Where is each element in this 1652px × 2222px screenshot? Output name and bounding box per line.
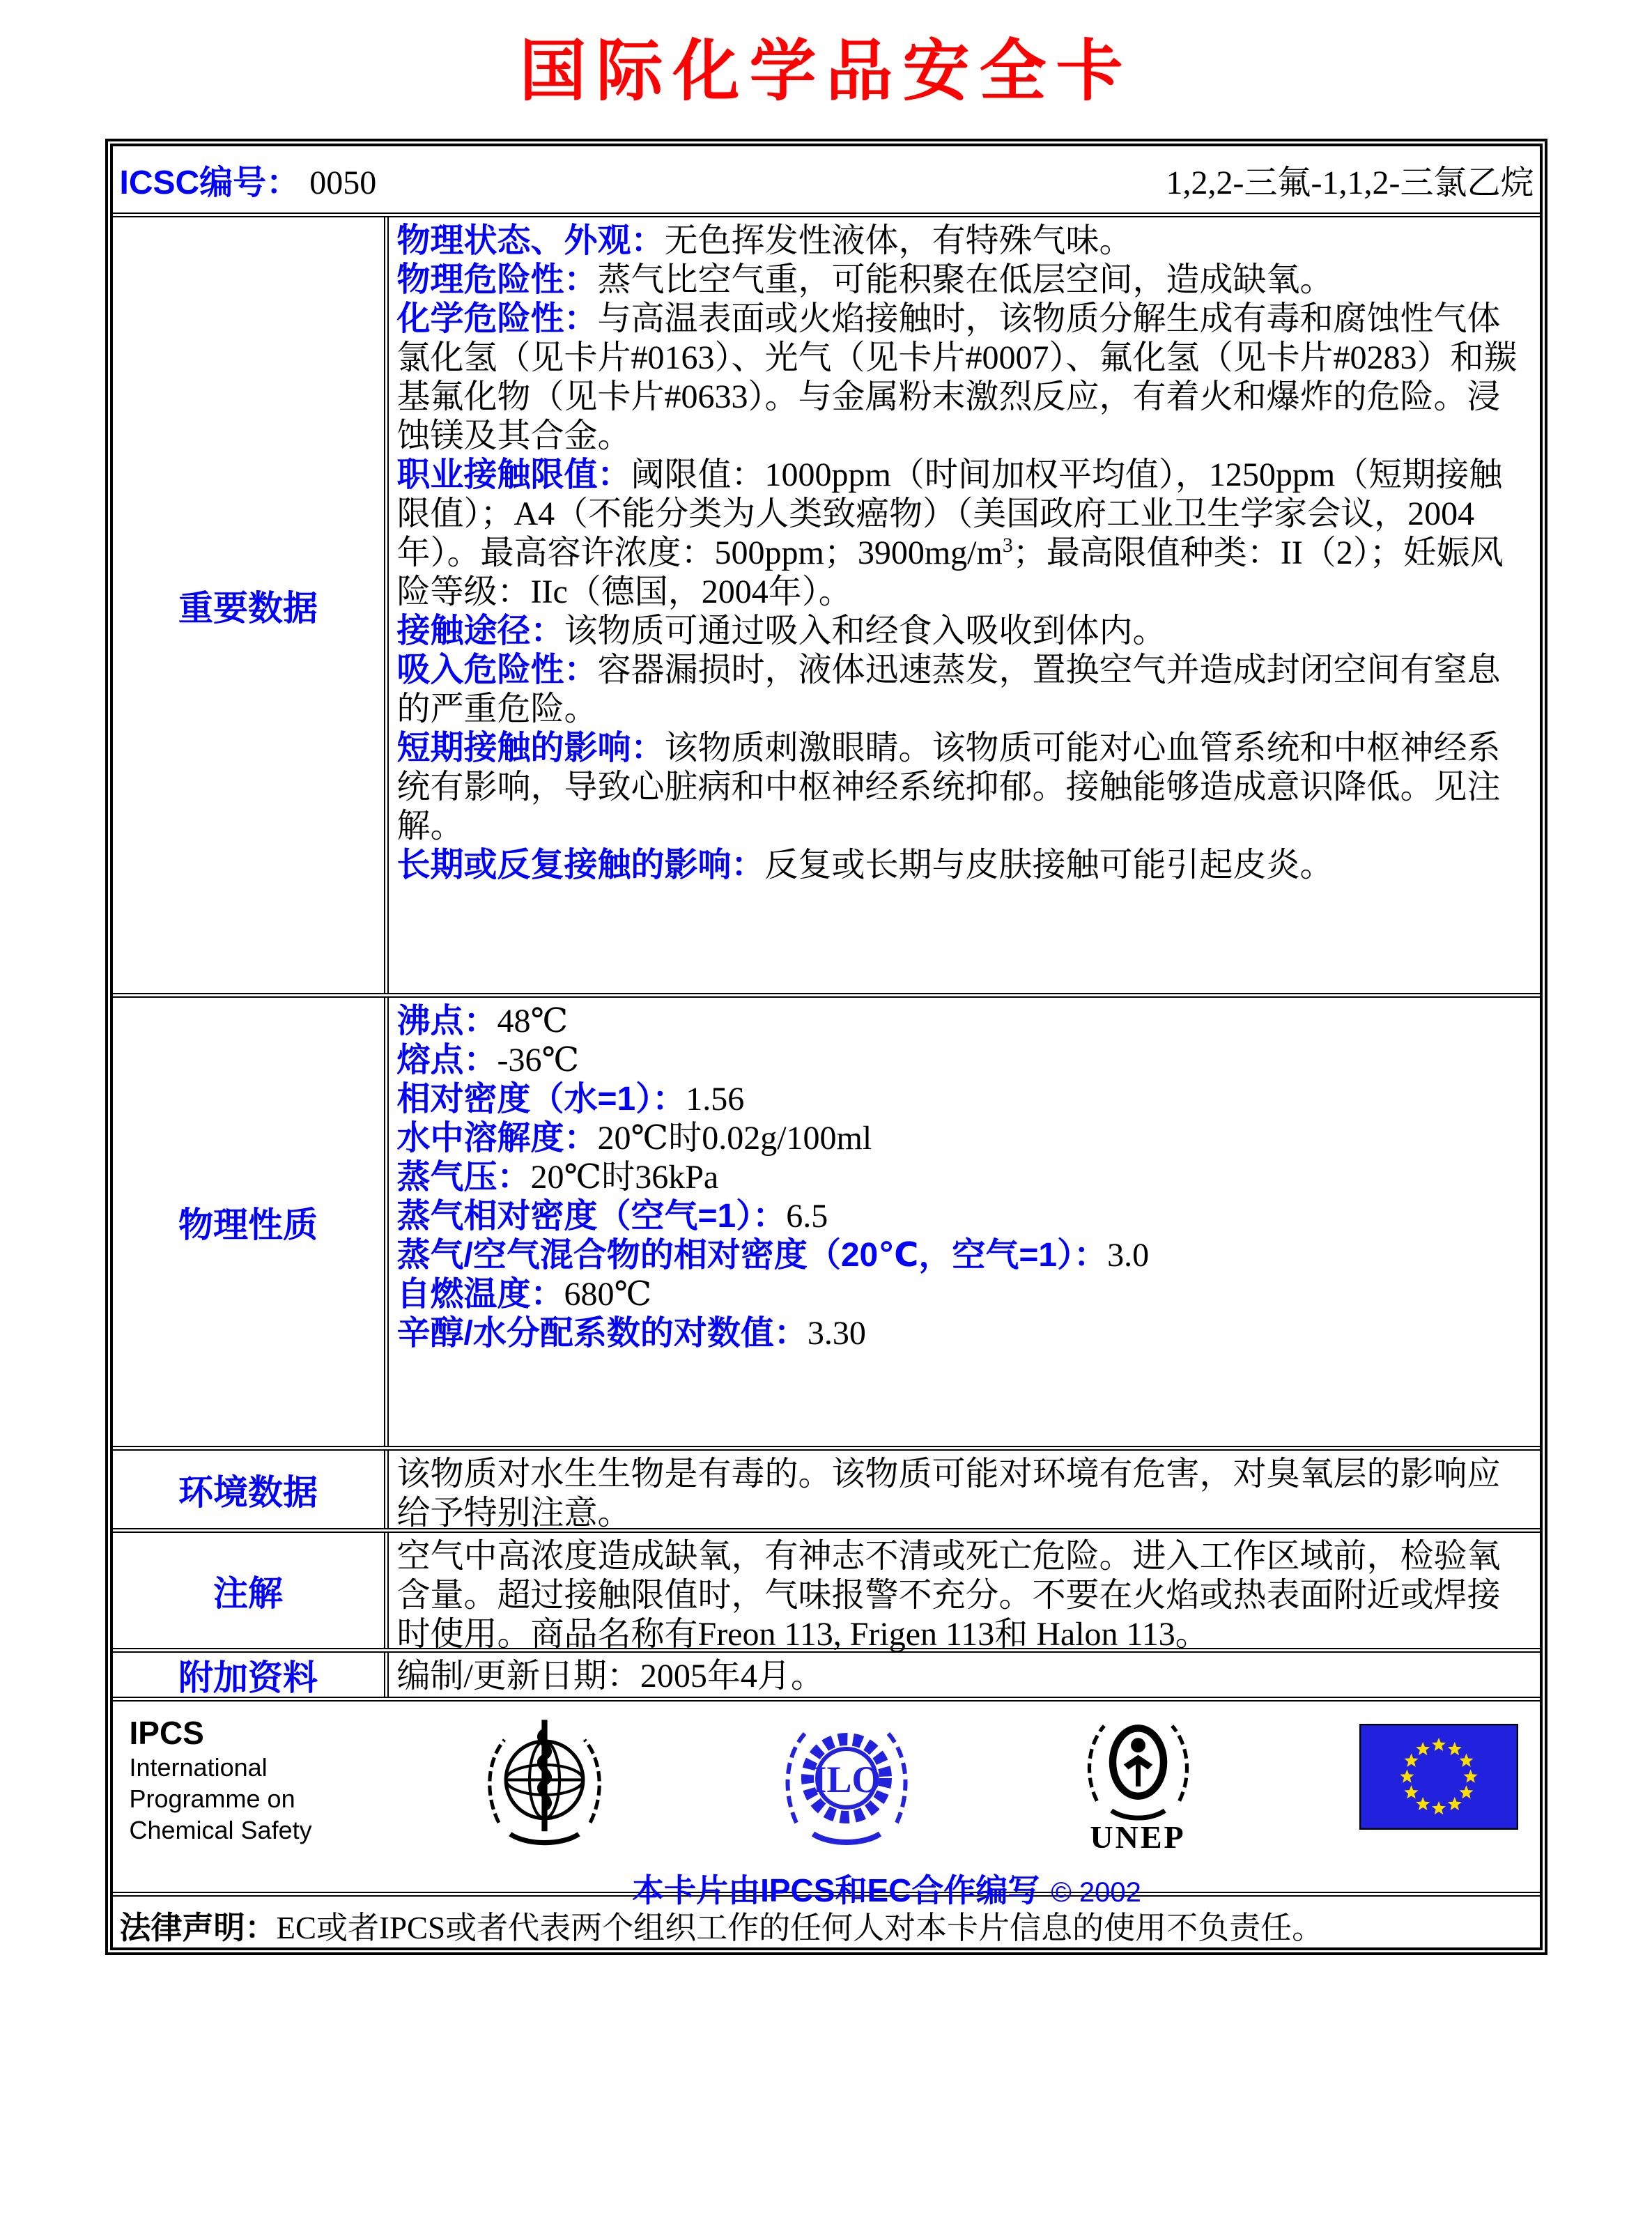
labeled-paragraph	[397, 1236, 1533, 1275]
legal-label: 法律声明：	[119, 1910, 277, 1945]
header-row	[113, 146, 1540, 213]
additional-info-text: 编制/更新日期：2005年4月。	[396, 1658, 824, 1695]
additional-info-content	[389, 1653, 1540, 1697]
superscript-text: 3	[1002, 534, 1013, 557]
ilo-letters: ILO	[812, 1759, 881, 1800]
labeled-paragraph	[397, 261, 1533, 300]
ipcs-subtitle-line1: International	[129, 1753, 268, 1782]
environmental-data-text: 该物质对水生生物是有毒的。该物质可能对环境有危害，对臭氧层的影响应给予特别注意。	[396, 1456, 1501, 1532]
labeled-paragraph	[397, 1197, 1533, 1236]
icsc-number-value: 0050	[309, 164, 377, 201]
field-label: 相对密度（水=1）：	[396, 1081, 686, 1118]
who-emblem-icon	[473, 1711, 616, 1854]
notes-row	[113, 1528, 1540, 1653]
field-label: 化学危险性：	[396, 300, 598, 337]
ipcs-subtitle-line2: Programme on	[129, 1784, 295, 1813]
labeled-paragraph	[397, 729, 1533, 846]
chemical-name: 1,2,2-三氟-1,1,2-三氯乙烷	[1166, 164, 1534, 201]
field-value: 20℃时0.02g/100ml	[597, 1120, 872, 1157]
labeled-paragraph	[397, 1080, 1533, 1119]
field-value: 该物质可通过吸入和经食入吸收到体内。	[564, 612, 1166, 649]
environmental-data-content	[389, 1451, 1540, 1532]
field-value: 6.5	[786, 1198, 828, 1235]
ipcs-subtitle-line3: Chemical Safety	[129, 1816, 312, 1844]
field-label: 水中溶解度：	[396, 1120, 598, 1157]
labeled-paragraph	[397, 1275, 1533, 1314]
field-value: 反复或长期与皮肤接触可能引起皮炎。	[764, 847, 1334, 884]
environmental-data-row	[113, 1446, 1540, 1532]
section-label-physical-properties: 物理性质	[113, 998, 389, 1446]
additional-info-row	[113, 1648, 1540, 1697]
labeled-paragraph	[397, 222, 1533, 261]
field-label: 自燃温度：	[396, 1276, 564, 1313]
icsc-card-table	[105, 139, 1547, 1955]
physical-properties-row	[113, 993, 1540, 1446]
labeled-paragraph	[397, 1158, 1533, 1197]
labeled-paragraph	[397, 1314, 1533, 1353]
icsc-number-label: ICSC编号：	[119, 164, 300, 201]
ipcs-title: IPCS	[129, 1715, 204, 1751]
unep-emblem-icon	[1077, 1711, 1199, 1823]
labeled-paragraph	[397, 1119, 1533, 1158]
labeled-paragraph	[397, 300, 1533, 456]
field-label: 长期或反复接触的影响：	[396, 847, 765, 884]
field-value: 蒸气比空气重，可能积聚在低层空间，造成缺氧。	[597, 261, 1334, 298]
field-value: -36℃	[497, 1042, 580, 1079]
section-label-important-data: 重要数据	[113, 217, 389, 993]
unep-block	[1077, 1711, 1199, 1855]
section-label-notes: 注解	[113, 1533, 389, 1648]
field-value: 680℃	[564, 1276, 652, 1313]
notes-text: 空气中高浓度造成缺氧，有神志不清或死亡危险。进入工作区域前，检验氧含量。超过接触限值时，气味报警不充分。不要在火焰或热表面附近或焊接时使用。商品名称有Freon 113, Frigen 113和 Halon 113。	[396, 1538, 1501, 1653]
caption-text: 本卡片由IPCS和EC合作编写	[632, 1872, 1040, 1908]
field-value: 48℃	[497, 1003, 569, 1040]
field-value: 1.56	[686, 1081, 745, 1118]
field-label: 蒸气压：	[396, 1159, 531, 1196]
legal-row	[113, 1892, 1540, 1947]
field-value: 该物质刺激眼睛。该物质可能对心血管系统和中枢神经系统有影响，导致心脏病和中枢神经系统抑郁。接触能够造成意识降低。见注解。	[396, 730, 1501, 844]
field-label: 职业接触限值：	[396, 456, 631, 493]
field-value: 与高温表面或火焰接触时，该物质分解生成有毒和腐蚀性气体氯化氢（见卡片#0163）、光气（见卡片#0007）、氟化氢（见卡片#0283）和羰基氟化物（见卡片#0633）。与金属粉末激烈反应，有着火和爆炸的危险。浸蚀镁及其合金。	[396, 300, 1518, 454]
field-value: 20℃时36kPa	[530, 1159, 719, 1196]
field-label: 蒸气/空气混合物的相对密度（20℃，空气=1）：	[396, 1237, 1108, 1274]
logos-cell	[113, 1702, 1540, 1908]
icsc-number-group	[120, 155, 377, 203]
logos-strip	[130, 1711, 1519, 1855]
physical-properties-content	[389, 998, 1540, 1446]
notes-content	[389, 1533, 1540, 1653]
field-value: 3.0	[1107, 1237, 1150, 1274]
logos-row	[113, 1697, 1540, 1908]
caption-copyright: © 2002	[1051, 1877, 1141, 1908]
field-label: 物理状态、外观：	[396, 222, 665, 259]
labeled-paragraph	[397, 1002, 1533, 1041]
field-value: 容器漏损时，液体迅速蒸发，置换空气并造成封闭空间有窒息的严重危险。	[396, 651, 1501, 727]
field-value: 3.30	[807, 1315, 866, 1352]
section-label-additional-info: 附加资料	[113, 1653, 389, 1697]
unep-wordmark: UNEP	[1090, 1819, 1186, 1855]
legal-text: EC或者IPCS或者代表两个组织工作的任何人对本卡片信息的使用不负责任。	[276, 1911, 1324, 1945]
labeled-paragraph	[397, 456, 1533, 612]
eu-flag-icon	[1359, 1724, 1518, 1830]
section-label-environmental-data: 环境数据	[113, 1451, 389, 1528]
important-data-row	[113, 213, 1540, 993]
field-label: 辛醇/水分配系数的对数值：	[396, 1315, 808, 1352]
ipcs-text-block	[130, 1711, 312, 1846]
field-value: 无色挥发性液体，有特殊气味。	[664, 222, 1133, 259]
field-label: 短期接触的影响：	[396, 730, 665, 766]
field-label: 沸点：	[396, 1003, 497, 1040]
ilo-emblem-icon	[777, 1711, 916, 1851]
field-label: 物理危险性：	[396, 261, 598, 298]
page-title: 国际化学品安全卡	[519, 34, 1133, 109]
labeled-paragraph	[397, 651, 1533, 729]
field-label: 接触途径：	[396, 612, 564, 649]
header-cell	[113, 155, 1540, 203]
labeled-paragraph	[397, 612, 1533, 651]
field-label: 蒸气相对密度（空气=1）：	[396, 1198, 787, 1235]
legal-cell	[113, 1897, 1540, 1947]
labeled-paragraph	[397, 1041, 1533, 1080]
field-label: 熔点：	[396, 1042, 497, 1079]
field-value: 阈限值：1000ppm（时间加权平均值），1250ppm（短期接触限值）；A4（不能分类为人类致癌物）（美国政府工业卫生学家会议，2004年）。最高容许浓度：500ppm；3900mg/m	[396, 456, 1503, 571]
labeled-paragraph	[397, 846, 1533, 885]
important-data-content	[389, 217, 1540, 993]
field-value: ；最高限值种类：II（2）；妊娠风险等级：IIc（德国，2004年）。	[396, 534, 1504, 610]
field-label: 吸入危险性：	[396, 651, 598, 688]
